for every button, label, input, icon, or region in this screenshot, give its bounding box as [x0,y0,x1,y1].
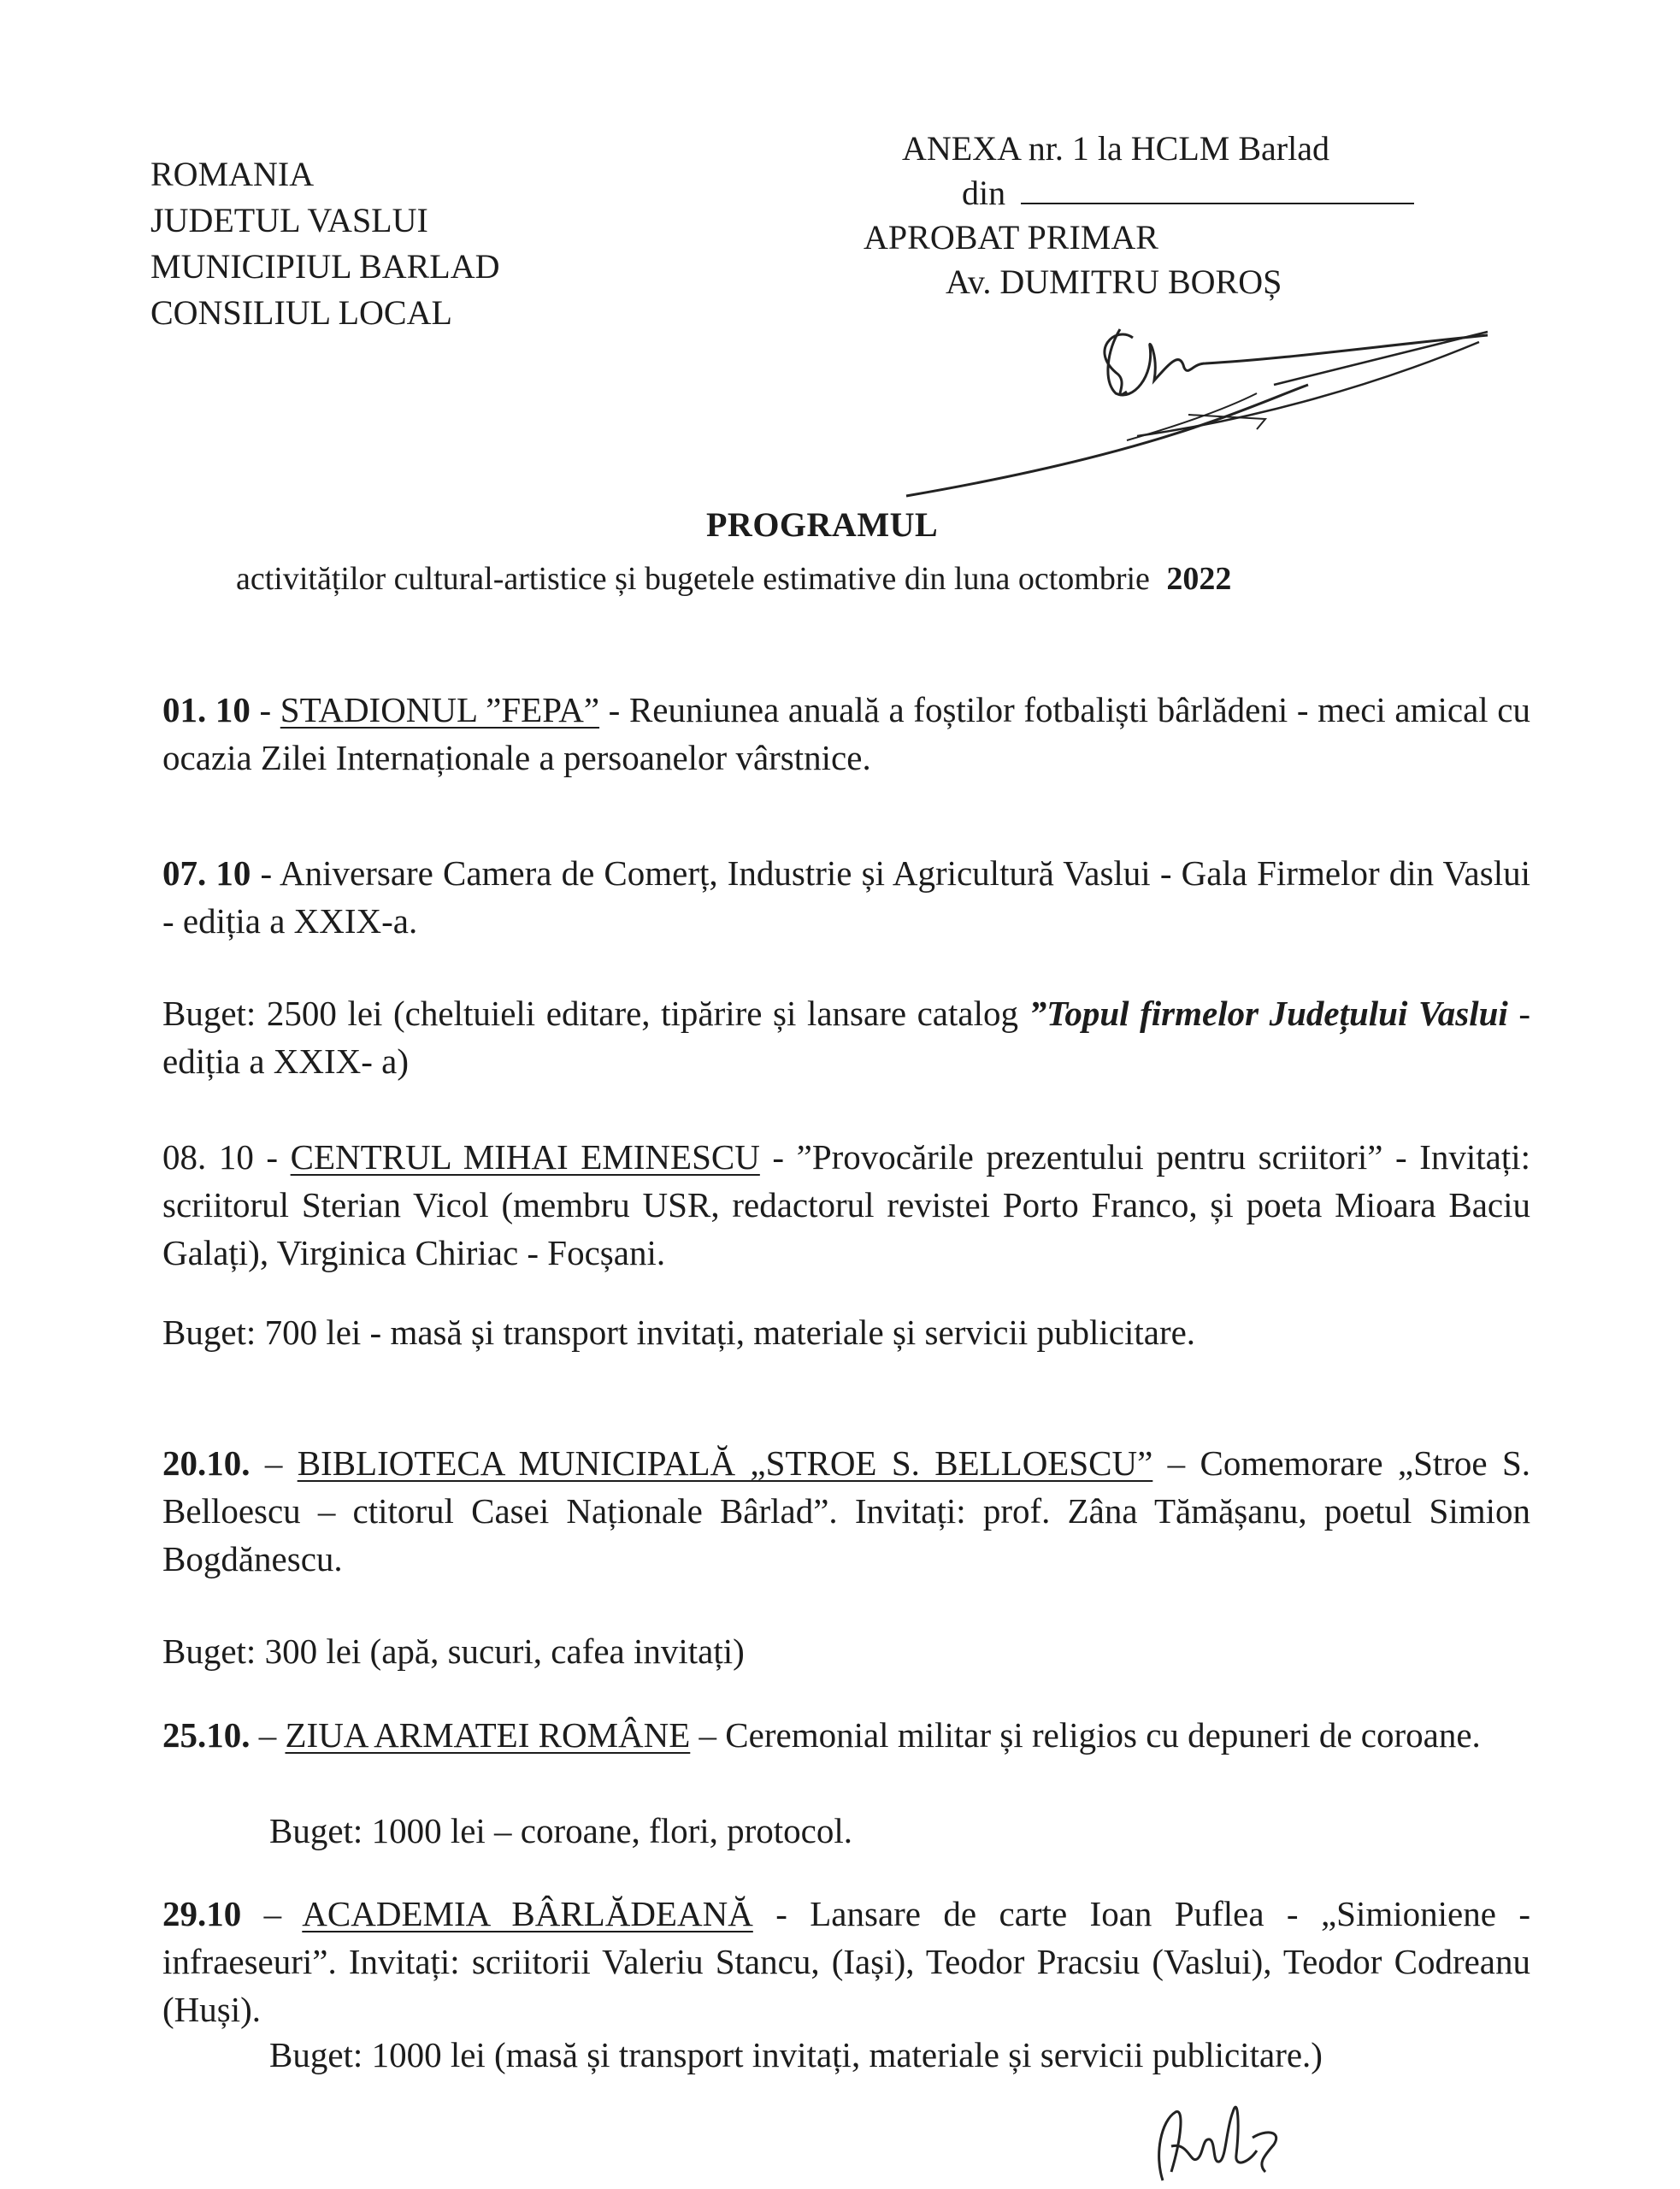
issuer-block [150,151,500,336]
event-venue: STADIONUL ”FEPA” [280,690,600,729]
event-description: - Aniversare Camera de Comerț, Industrie și Agricultură Vaslui - Gala Firmelor din Vaslui - ediția a XXIX-a. [162,853,1530,941]
issuer-country: ROMANIA [150,155,315,193]
event-20-10 [162,1439,1530,1583]
mayor-signature [898,316,1513,504]
event-date: 20.10. [162,1443,251,1483]
event-date: 08. 10 - [162,1137,291,1177]
event-25-10 [162,1711,1530,1759]
budget-catalog-title: ”Topul firmelor Județului Vaslui [1029,994,1508,1033]
subtitle-text: activităților cultural-artistice și bugetele estimative din luna octombrie [236,561,1150,597]
subtitle-year: 2022 [1166,561,1232,597]
initials-signature [1137,2078,1325,2189]
event-venue: CENTRUL MIHAI EMINESCU [290,1137,760,1177]
mayor-name: Av. DUMITRU BOROȘ [946,263,1282,301]
event-separator: – [250,1443,298,1483]
event-29-10 [162,1890,1530,2033]
approved-by-label: APROBAT PRIMAR [864,218,1158,257]
event-venue: ACADEMIA BÂRLĂDEANĂ [302,1894,753,1933]
date-label: din [962,174,1006,212]
annex-reference: ANEXA nr. 1 la HCLM Barlad [902,129,1329,168]
event-08-10 [162,1133,1530,1277]
event-description: - Reuniunea anuală a foștilor fotbaliști bârlădeni - meci amical cu ocazia Zilei Internaționale a persoanelor vârstnice. [162,690,1530,777]
event-08-10-budget: Buget: 700 lei - masă și transport invitați, materiale și servicii publicitare. [162,1313,1196,1352]
budget-edition: - ediția a XXIX- a) [162,994,1531,1081]
event-25-10-budget: Buget: 1000 lei – coroane, flori, protocol. [269,1811,853,1850]
event-separator: - [250,690,280,729]
event-description: - ”Provocările prezentului pentru scriitori” - Invitați: scriitorul Sterian Vicol (membru USR, redactorul revistei Porto Franco, și poeta Mioara Baciu Galați), Virginica Chiriac - Focșani. [162,1137,1531,1272]
event-20-10-budget: Buget: 300 lei (apă, sucuri, cafea invitați) [162,1631,745,1671]
event-date: 29.10 [162,1894,242,1933]
event-01-10 [162,686,1530,782]
issuer-municipality: MUNICIPIUL BARLAD [150,247,500,286]
issuer-council: CONSILIUL LOCAL [150,293,452,332]
budget-text: Buget: 2500 lei (cheltuieli editare, tipărire și lansare catalog [162,994,1029,1033]
event-date: 07. 10 [162,853,251,893]
event-venue: ZIUA ARMATEI ROMÂNE [285,1715,691,1755]
event-description: - Lansare de carte Ioan Puflea - „Simioniene - infraeseuri”. Invitați: scriitorii Valeriu Stancu, (Iași), Teodor Pracsiu (Vaslui), Teodor Codreanu (Huși). [162,1894,1530,2029]
document-subtitle [236,560,1231,598]
date-line [962,171,1414,215]
event-07-10-budget [162,989,1530,1085]
document-title: PROGRAMUL [706,505,939,544]
event-description: – Comemorare „Stroe S. Belloescu – ctitorul Casei Naționale Bârlad”. Invitați: prof. Zâna Tămășanu, poetul Simion Bogdănescu. [162,1443,1531,1578]
event-separator: – [241,1894,303,1933]
event-date: 01. 10 [162,690,251,729]
approval-block [864,127,1414,304]
event-venue: BIBLIOTECA MUNICIPALĂ „STROE S. BELLOESCU” [297,1443,1153,1483]
event-07-10 [162,849,1530,945]
event-29-10-budget: Buget: 1000 lei (masă și transport invitați, materiale și servicii publicitare.) [269,2035,1323,2074]
event-date: 25.10. [162,1715,251,1755]
issuer-county: JUDETUL VASLUI [150,201,428,239]
date-blank-line [1021,177,1414,204]
event-separator: – [250,1715,286,1755]
event-description: – Ceremonial militar și religios cu depuneri de coroane. [690,1715,1481,1755]
